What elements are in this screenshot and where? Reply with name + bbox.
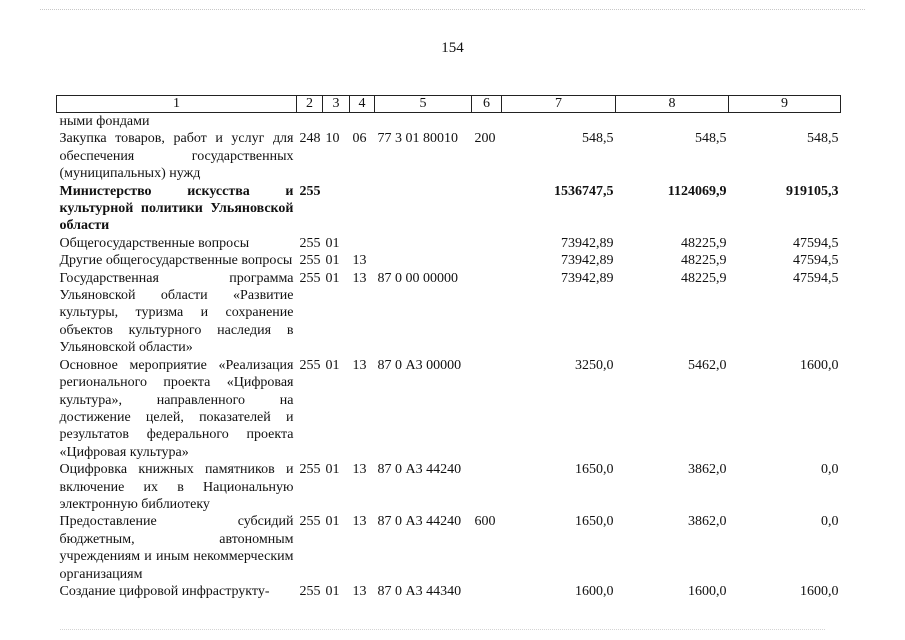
expense-type-cell: [472, 252, 502, 269]
grbs-cell: 255: [299, 253, 321, 269]
expense-type-cell: [472, 183, 502, 235]
column-header: 1: [57, 96, 297, 113]
grbs-cell: 255: [299, 462, 321, 478]
column-header: 8: [616, 96, 729, 113]
amount-year1-cell: 1600,0: [575, 583, 614, 599]
amount-year1-cell: 548,5: [582, 131, 614, 147]
subsection-cell: 13: [352, 462, 367, 478]
column-header: 5: [375, 96, 472, 113]
budget-table: [56, 95, 841, 600]
table-row: [57, 183, 841, 235]
row-name-cell: Основное мероприятие «Реализация регионального проекта «Цифровая культура», направленного на достижение целей, показателей и результатов федерального проекта «Цифровая культура»: [59, 357, 294, 460]
target-article-cell: 87 0 А3 44240: [377, 462, 462, 478]
table-row: [57, 513, 841, 583]
column-header: 4: [350, 96, 375, 113]
row-name-cell: Общегосударственные вопросы: [59, 235, 250, 251]
column-header: 6: [472, 96, 502, 113]
target-article-cell: [375, 252, 472, 269]
target-article-cell: 87 0 А3 44240: [377, 514, 462, 530]
table-row: [57, 130, 841, 182]
subsection-cell: 13: [352, 583, 367, 599]
subsection-cell: 13: [352, 253, 367, 269]
amount-year1-cell: 3250,0: [575, 357, 614, 373]
page-number: 154: [441, 40, 464, 56]
amount-year3-cell: 548,5: [807, 131, 839, 147]
amount-year2-cell: 3862,0: [688, 462, 727, 478]
grbs-cell: 255: [299, 183, 321, 199]
expense-type-cell: [472, 583, 502, 600]
section-cell: 01: [325, 235, 340, 251]
amount-year1-cell: 1536747,5: [554, 183, 614, 199]
amount-year2-cell: 48225,9: [681, 253, 727, 269]
amount-year3-cell: 47594,5: [793, 270, 839, 286]
subsection-cell: 06: [352, 131, 367, 147]
table-row: [57, 357, 841, 461]
section-cell: 01: [325, 462, 340, 478]
amount-year3-cell: [729, 113, 841, 131]
expense-type-cell: [472, 270, 502, 357]
row-name-cell: Оцифровка книжных памятников и включение их в Национальную электронную библиотеку: [59, 462, 294, 512]
target-article-cell: 87 0 А3 00000: [377, 357, 462, 373]
expense-type-cell: [472, 235, 502, 252]
subsection-cell: [350, 113, 375, 131]
scan-edge-bottom: [60, 629, 825, 630]
expense-type-cell: [472, 113, 502, 131]
section-cell: [323, 183, 350, 235]
amount-year3-cell: 0,0: [821, 514, 839, 530]
column-header: 7: [502, 96, 616, 113]
grbs-cell: 255: [299, 270, 321, 286]
target-article-cell: 87 0 А3 44340: [377, 583, 462, 599]
section-cell: 01: [325, 357, 340, 373]
amount-year1-cell: 1650,0: [575, 514, 614, 530]
subsection-cell: 13: [352, 514, 367, 530]
table-row: [57, 583, 841, 600]
grbs-cell: 255: [299, 357, 321, 373]
subsection-cell: 13: [352, 270, 367, 286]
column-header: 9: [729, 96, 841, 113]
amount-year3-cell: 1600,0: [800, 357, 839, 373]
section-cell: 01: [325, 583, 340, 599]
target-article-cell: [375, 113, 472, 131]
amount-year2-cell: 3862,0: [688, 514, 727, 530]
section-cell: [323, 113, 350, 131]
amount-year3-cell: 47594,5: [793, 253, 839, 269]
table-row: [57, 252, 841, 269]
amount-year3-cell: 0,0: [821, 462, 839, 478]
target-article-cell: 87 0 00 00000: [377, 270, 458, 286]
section-cell: 01: [325, 253, 340, 269]
row-name-cell: Другие общегосударственные вопросы: [59, 253, 293, 269]
target-article-cell: 77 3 01 80010: [377, 131, 458, 147]
amount-year1-cell: 73942,89: [561, 270, 614, 286]
amount-year1-cell: 1650,0: [575, 462, 614, 478]
table-row: [57, 461, 841, 513]
column-number-row: [57, 96, 841, 113]
expense-type-cell: 600: [474, 514, 496, 530]
grbs-cell: [297, 113, 323, 131]
expense-type-cell: [472, 357, 502, 461]
target-article-cell: [375, 235, 472, 252]
row-name-cell: Государственная программа Ульяновской области «Развитие культуры, туризма и сохранение объектов культурного наследия в Ульяновской области»: [59, 270, 294, 356]
grbs-cell: 255: [299, 514, 321, 530]
amount-year2-cell: 1124069,9: [667, 183, 727, 199]
row-name-cell: ными фондами: [59, 114, 150, 129]
amount-year2-cell: 5462,0: [688, 357, 727, 373]
amount-year1-cell: [502, 113, 616, 131]
column-header: 3: [323, 96, 350, 113]
amount-year1-cell: 73942,89: [561, 235, 614, 251]
target-article-cell: [375, 183, 472, 235]
expense-type-cell: [472, 461, 502, 513]
amount-year2-cell: 48225,9: [681, 270, 727, 286]
amount-year3-cell: 47594,5: [793, 235, 839, 251]
row-name-cell: Предоставление субсидий бюджетным, автономным учреждениям и иным некоммерческим организациям: [59, 514, 294, 582]
grbs-cell: 255: [299, 583, 321, 599]
table-row: [57, 113, 841, 131]
row-name-cell: Закупка товаров, работ и услуг для обеспечения государственных (муниципальных) нужд: [59, 131, 294, 182]
amount-year3-cell: 919105,3: [786, 183, 839, 199]
table-row: [57, 270, 841, 357]
row-name-cell: Создание цифровой инфраструкту-: [59, 583, 270, 599]
expense-type-cell: 200: [474, 131, 496, 147]
table-row: [57, 235, 841, 252]
amount-year2-cell: [616, 113, 729, 131]
amount-year2-cell: 48225,9: [681, 235, 727, 251]
subsection-cell: 13: [352, 357, 367, 373]
subsection-cell: [350, 235, 375, 252]
grbs-cell: 248: [299, 131, 321, 147]
amount-year2-cell: 1600,0: [688, 583, 727, 599]
amount-year1-cell: 73942,89: [561, 253, 614, 269]
row-name-cell: Министерство искусства и культурной политики Ульяновской области: [59, 183, 294, 234]
section-cell: 01: [325, 514, 340, 530]
table-body: [57, 113, 841, 601]
column-header: 2: [297, 96, 323, 113]
amount-year2-cell: 548,5: [695, 131, 727, 147]
section-cell: 01: [325, 270, 340, 286]
scan-edge-top: [40, 9, 865, 10]
subsection-cell: [350, 183, 375, 235]
amount-year3-cell: 1600,0: [800, 583, 839, 599]
section-cell: 10: [325, 131, 340, 147]
grbs-cell: 255: [299, 235, 321, 251]
